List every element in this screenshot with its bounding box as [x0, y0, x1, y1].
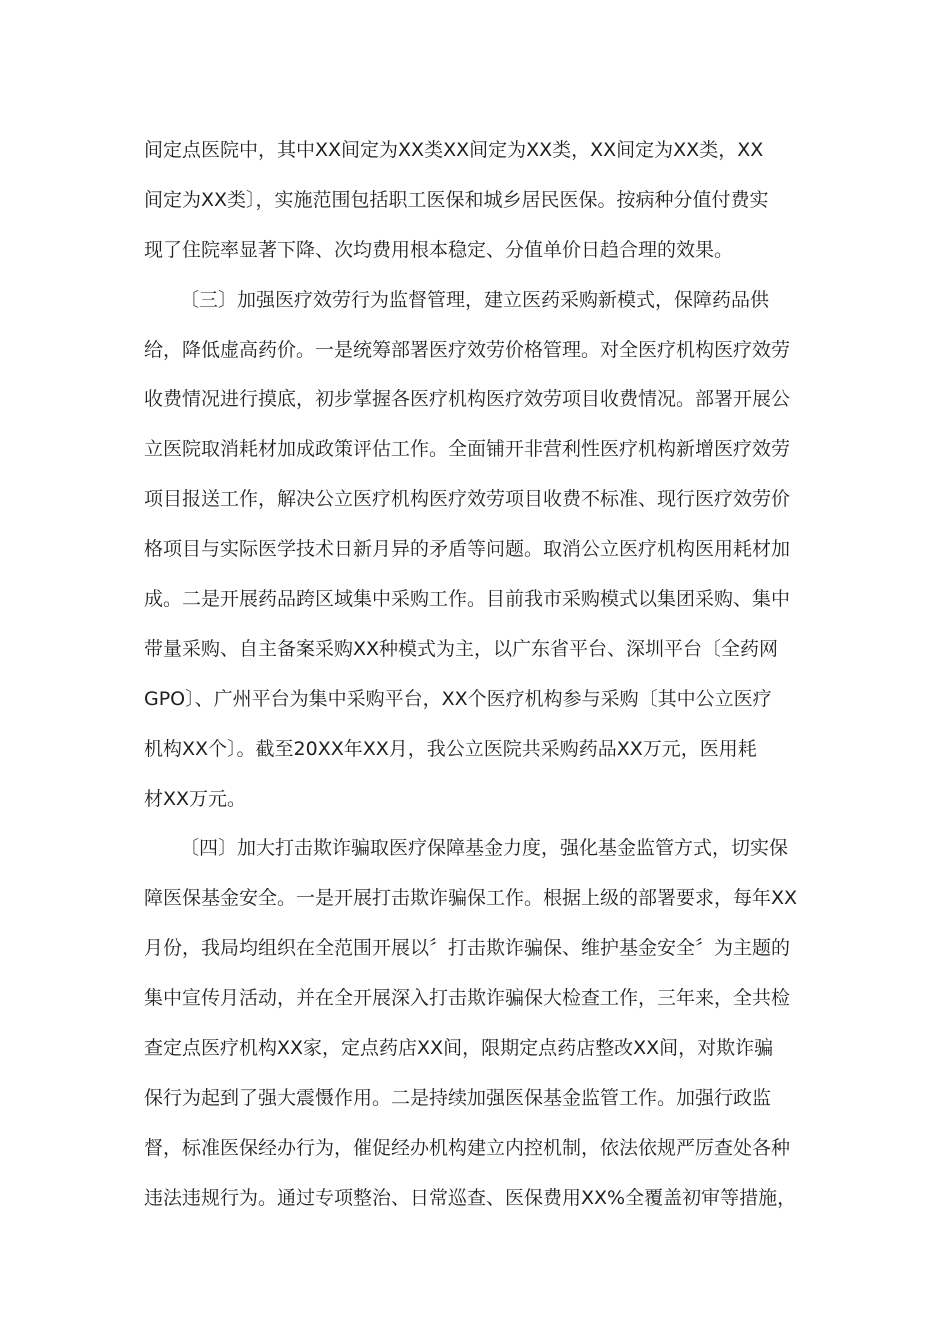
paragraph-first-line: 〔三〕加强医疗效劳行为监督管理，建立医药采购新模式，保障药品供	[180, 288, 770, 311]
text-line: 机构XX个〕。截至20XX年XX月，我公立医院共采购药品XX万元，医用耗	[144, 737, 757, 760]
text-line: 集中宣传月活动，并在全开展深入打击欺诈骗保大检查工作，三年来，全共检	[144, 987, 791, 1010]
text-line: 成。二是开展药品跨区域集中采购工作。目前我市采购模式以集团采购、集中	[144, 588, 791, 611]
paragraph-first-line: 〔四〕加大打击欺诈骗取医疗保障基金力度，强化基金监管方式，切实保	[180, 837, 789, 860]
text-line: 带量采购、自主备案采购XX种模式为主，以广东省平台、深圳平台〔全药网	[144, 637, 779, 660]
text-line: 违法违规行为。通过专项整治、日常巡查、医保费用XX%全覆盖初审等措施，	[144, 1186, 797, 1209]
text-line: 查定点医疗机构XX家，定点药店XX间，限期定点药店整改XX间，对欺诈骗	[144, 1037, 774, 1060]
text-line: 项目报送工作，解决公立医疗机构医疗效劳项目收费不标准、现行医疗效劳价	[144, 488, 791, 511]
text-line: 间定点医院中，其中XX间定为XX类XX间定为XX类，XX间定为XX类，XX	[144, 139, 764, 161]
text-line: 给，降低虚高药价。一是统筹部署医疗效劳价格管理。对全医疗机构医疗效劳	[144, 338, 791, 361]
text-line: 立医院取消耗材加成政策评估工作。全面铺开非营利性医疗机构新增医疗效劳	[144, 438, 791, 461]
text-line: 保行为起到了强大震慑作用。二是持续加强医保基金监管工作。加强行政监	[144, 1086, 772, 1109]
text-line: 督，标准医保经办行为，催促经办机构建立内控机制，依法依规严厉查处各种	[144, 1136, 791, 1159]
document-body	[144, 126, 808, 1224]
text-line: 间定为XX类〕，实施范围包括职工医保和城乡居民医保。按病种分值付费实	[144, 188, 769, 211]
text-line: GPO〕、广州平台为集中采购平台，XX个医疗机构参与采购〔其中公立医疗	[144, 687, 772, 710]
text-line: 现了住院率显著下降、次均费用根本稳定、分值单价日趋合理的效果。	[144, 238, 734, 261]
text-line: 障医保基金安全。一是开展打击欺诈骗保工作。根据上级的部署要求，每年XX	[144, 887, 798, 910]
text-line: 材XX万元。	[144, 787, 247, 810]
text-line: 格项目与实际医学技术日新月异的矛盾等问题。取消公立医疗机构医用耗材加	[144, 538, 791, 561]
text-line: 月份，我局均组织在全范围开展以〞打击欺诈骗保、维护基金安全〞为主题的	[144, 937, 791, 960]
text-line: 收费情况进行摸底，初步掌握各医疗机构医疗效劳项目收费情况。部署开展公	[144, 388, 791, 411]
